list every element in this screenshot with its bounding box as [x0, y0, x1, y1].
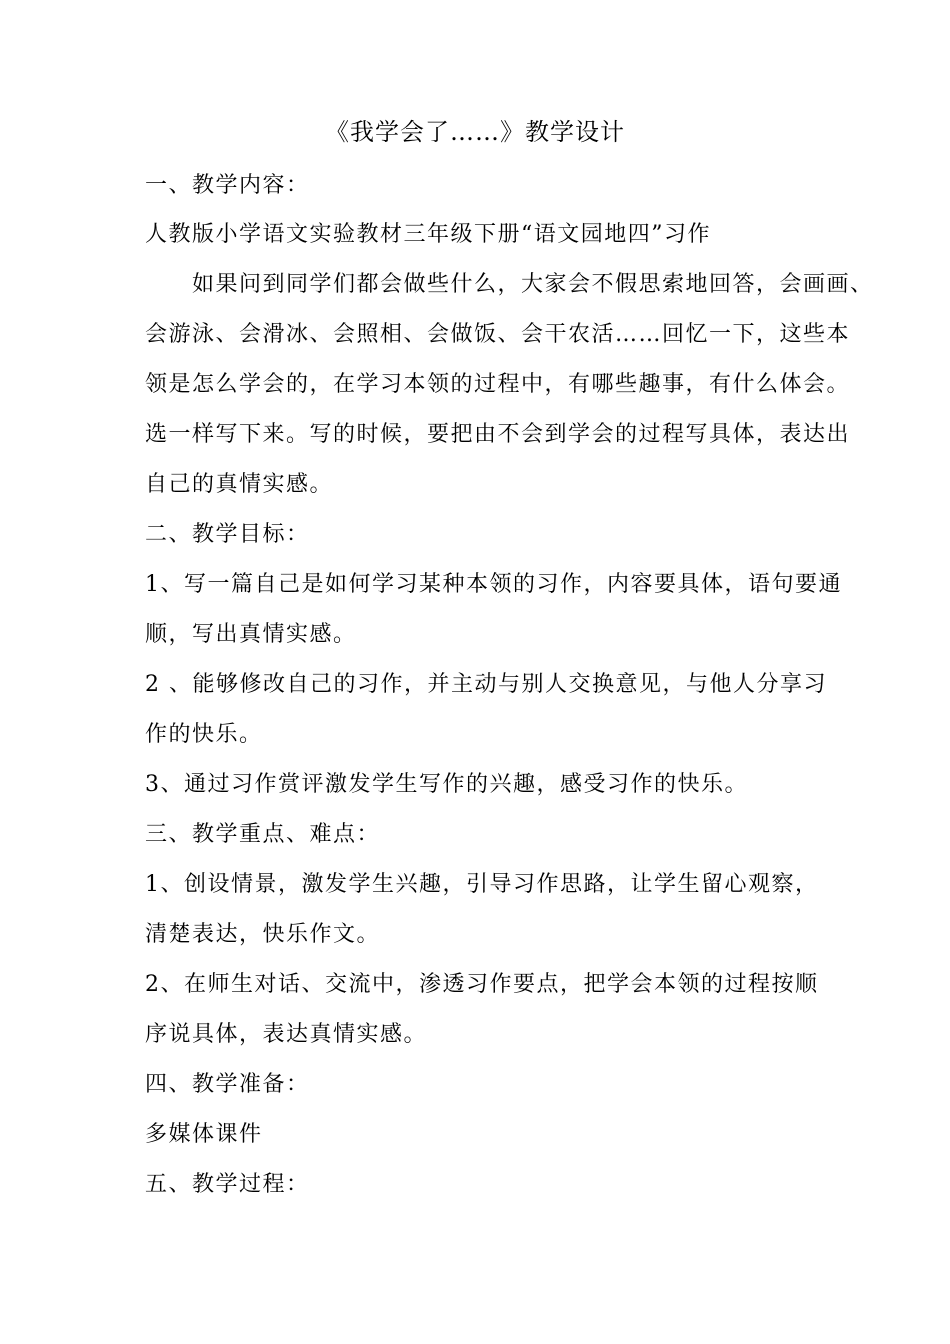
document-title: 《我学会了……》教学设计: [325, 118, 625, 146]
text-line: 2、在师生对话、交流中，渗透习作要点，把学会本领的过程按顺: [145, 972, 819, 997]
text-line: 清楚表达，快乐作文。: [145, 922, 381, 947]
text-line: 选一样写下来。写的时候，要把由不会到学会的过程写具体，表达出: [145, 422, 851, 447]
section-heading-key-points: 三、教学重点、难点：: [145, 822, 381, 847]
section-heading-goals: 二、教学目标：: [145, 522, 310, 547]
text-line: 序说具体，表达真情实感。: [145, 1022, 428, 1047]
text-line: 顺，写出真情实感。: [145, 622, 357, 647]
section-heading-process: 五、教学过程：: [145, 1172, 310, 1197]
text-line: 作的快乐。: [145, 722, 263, 747]
text-line: 如果问到同学们都会做些什么，大家会不假思索地回答，会画画、: [145, 272, 874, 297]
text-line: 自己的真情实感。: [145, 472, 334, 497]
section-heading-content: 一、教学内容：: [145, 173, 310, 198]
text-line: 3、通过习作赏评激发学生写作的兴趣，感受习作的快乐。: [145, 772, 748, 797]
text-line: 领是怎么学会的，在学习本领的过程中，有哪些趣事，有什么体会。: [145, 372, 851, 397]
section-heading-preparation: 四、教学准备：: [145, 1072, 310, 1097]
text-line: 2 、能够修改自己的习作，并主动与别人交换意见，与他人分享习: [145, 672, 827, 697]
text-line: 多媒体课件: [145, 1122, 263, 1147]
text-line: 1、创设情景，激发学生兴趣，引导习作思路，让学生留心观察，: [145, 872, 819, 897]
text-line: 人教版小学语文实验教材三年级下册“语文园地四”习作: [145, 222, 711, 247]
text-line: 1、写一篇自己是如何学习某种本领的习作，内容要具体，语句要通: [145, 572, 842, 597]
text-line: 会游泳、会滑冰、会照相、会做饭、会干农活……回忆一下，这些本: [145, 322, 851, 347]
